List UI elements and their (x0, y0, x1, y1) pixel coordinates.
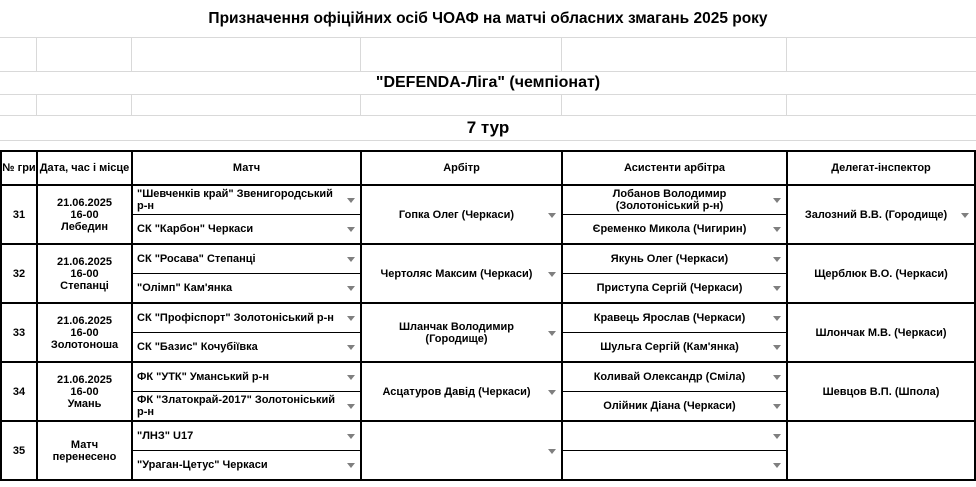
delegate-cell-text: Щерблюк В.О. (Черкаси) (814, 267, 948, 280)
chevron-down-icon[interactable] (347, 227, 355, 232)
league-title: "DEFENDA-Ліга" (чемпіонат) (375, 74, 601, 91)
table-row (1, 362, 975, 392)
date-time-place (37, 362, 132, 421)
chevron-down-icon[interactable] (548, 272, 556, 277)
date-text: 21.06.2025 16-00 Степанці (56, 255, 113, 292)
match-home-team-text: СК "Росава" Степанці (137, 253, 256, 265)
referee-cell[interactable] (361, 185, 562, 244)
match-away-team[interactable] (132, 215, 361, 245)
game-number: 32 (1, 244, 37, 303)
assistant-1-cell[interactable] (562, 244, 787, 274)
chevron-down-icon[interactable] (773, 404, 781, 409)
match-home-team[interactable] (132, 303, 361, 333)
chevron-down-icon[interactable] (347, 257, 355, 262)
assistant-1-cell[interactable] (562, 421, 787, 451)
chevron-down-icon[interactable] (961, 213, 969, 218)
match-home-team[interactable] (132, 244, 361, 274)
chevron-down-icon[interactable] (347, 434, 355, 439)
assistant-1-cell-text: Кравець Ярослав (Черкаси) (593, 312, 746, 324)
referee-cell-text: Шланчак Володимир (Городище) (398, 320, 515, 345)
schedule-table (0, 150, 976, 481)
date-time-place (37, 303, 132, 362)
date-text: 21.06.2025 16-00 Умань (56, 373, 113, 410)
chevron-down-icon[interactable] (548, 449, 556, 454)
referee-cell-text: Чертоляс Максим (Черкаси) (380, 267, 533, 280)
date-text: Матч перенесено (52, 438, 117, 463)
delegate-cell (787, 244, 975, 303)
delegate-cell (787, 362, 975, 421)
match-away-team-text: СК "Карбон" Черкаси (137, 223, 254, 235)
chevron-down-icon[interactable] (773, 375, 781, 380)
delegate-cell[interactable] (787, 185, 975, 244)
assistant-2-cell-text: Шульга Сергій (Кам'янка) (600, 341, 739, 353)
assistant-2-cell[interactable] (562, 333, 787, 363)
match-away-team[interactable] (132, 451, 361, 481)
chevron-down-icon[interactable] (347, 286, 355, 291)
delegate-cell (787, 303, 975, 362)
match-home-team[interactable] (132, 362, 361, 392)
match-home-team[interactable] (132, 421, 361, 451)
match-away-team[interactable] (132, 392, 361, 422)
referee-cell-text: Асцатуров Давід (Черкаси) (382, 385, 531, 398)
chevron-down-icon[interactable] (347, 463, 355, 468)
assistant-1-cell[interactable] (562, 185, 787, 215)
match-away-team-text: "Ураган-Цетус" Черкаси (137, 459, 268, 471)
column-header-match: Матч (132, 151, 361, 185)
game-number: 33 (1, 303, 37, 362)
column-header-num: № гри (1, 151, 37, 185)
chevron-down-icon[interactable] (347, 198, 355, 203)
chevron-down-icon[interactable] (347, 345, 355, 350)
chevron-down-icon[interactable] (773, 227, 781, 232)
chevron-down-icon[interactable] (773, 286, 781, 291)
table-header-row (1, 151, 975, 185)
match-home-team-text: "ЛНЗ" U17 (137, 430, 194, 442)
page-title: Призначення офіційних осіб ЧОАФ на матчі обласних змагань 2025 року (208, 10, 768, 27)
column-header-referee: Арбітр (361, 151, 562, 185)
match-away-team-text: ФК "Златокрай-2017" Золотоніський р-н (137, 394, 336, 418)
referee-cell[interactable] (361, 303, 562, 362)
assistant-2-cell[interactable] (562, 392, 787, 422)
assistant-2-cell[interactable] (562, 215, 787, 245)
chevron-down-icon[interactable] (773, 463, 781, 468)
match-home-team-text: ФК "УТК" Уманський р-н (137, 371, 269, 383)
assistant-1-cell[interactable] (562, 303, 787, 333)
chevron-down-icon[interactable] (773, 434, 781, 439)
column-header-delegate: Делегат-інспектор (787, 151, 975, 185)
referee-cell[interactable] (361, 244, 562, 303)
chevron-down-icon[interactable] (773, 198, 781, 203)
delegate-cell-text: Шевцов В.П. (Шпола) (822, 385, 940, 398)
match-away-team-text: "Олімп" Кам'янка (137, 282, 233, 294)
column-header-date: Дата, час і місце (37, 151, 132, 185)
referee-cell[interactable] (361, 421, 562, 480)
table-row (1, 303, 975, 333)
assistant-2-cell[interactable] (562, 274, 787, 304)
column-header-assistants: Асистенти арбітра (562, 151, 787, 185)
assistant-1-cell[interactable] (562, 362, 787, 392)
chevron-down-icon[interactable] (773, 345, 781, 350)
chevron-down-icon[interactable] (347, 404, 355, 409)
date-text: 21.06.2025 16-00 Лебедин (56, 196, 113, 233)
delegate-cell-text: Залозний В.В. (Городище) (804, 208, 948, 221)
game-number: 34 (1, 362, 37, 421)
chevron-down-icon[interactable] (773, 316, 781, 321)
date-time-place (37, 421, 132, 480)
chevron-down-icon[interactable] (347, 316, 355, 321)
match-away-team-text: СК "Базис" Кочубіївка (137, 341, 258, 353)
delegate-cell-text: Шлончак М.В. (Черкаси) (815, 326, 947, 339)
assistant-1-cell-text: Лобанов Володимир (Золотоніський р-н) (612, 188, 727, 212)
assistant-2-cell-text: Єременко Микола (Чигирин) (592, 223, 747, 235)
round-title: 7 тур (466, 118, 510, 137)
table-row (1, 185, 975, 215)
match-home-team[interactable] (132, 185, 361, 215)
date-time-place (37, 185, 132, 244)
assistant-1-cell-text: Коливай Олександр (Сміла) (593, 371, 746, 383)
table-row (1, 244, 975, 274)
referee-cell-text: Гопка Олег (Черкаси) (398, 208, 515, 221)
assistant-2-cell-text: Приступа Сергій (Черкаси) (596, 282, 743, 294)
chevron-down-icon[interactable] (548, 213, 556, 218)
assistant-2-cell[interactable] (562, 451, 787, 481)
chevron-down-icon[interactable] (773, 257, 781, 262)
game-number: 31 (1, 185, 37, 244)
match-away-team[interactable] (132, 274, 361, 304)
chevron-down-icon[interactable] (548, 331, 556, 336)
table-row (1, 421, 975, 451)
chevron-down-icon[interactable] (548, 390, 556, 395)
match-home-team-text: СК "Профіспорт" Золотоніський р-н (137, 312, 334, 324)
date-time-place (37, 244, 132, 303)
match-home-team-text: "Шевченків край" Звенигородський р-н (137, 188, 333, 212)
date-text: 21.06.2025 16-00 Золотоноша (50, 314, 119, 351)
delegate-cell (787, 421, 975, 480)
match-away-team[interactable] (132, 333, 361, 363)
assistant-1-cell-text: Якунь Олег (Черкаси) (610, 253, 729, 265)
referee-cell[interactable] (361, 362, 562, 421)
chevron-down-icon[interactable] (347, 375, 355, 380)
game-number: 35 (1, 421, 37, 480)
assistant-2-cell-text: Олійник Діана (Черкаси) (603, 400, 736, 412)
